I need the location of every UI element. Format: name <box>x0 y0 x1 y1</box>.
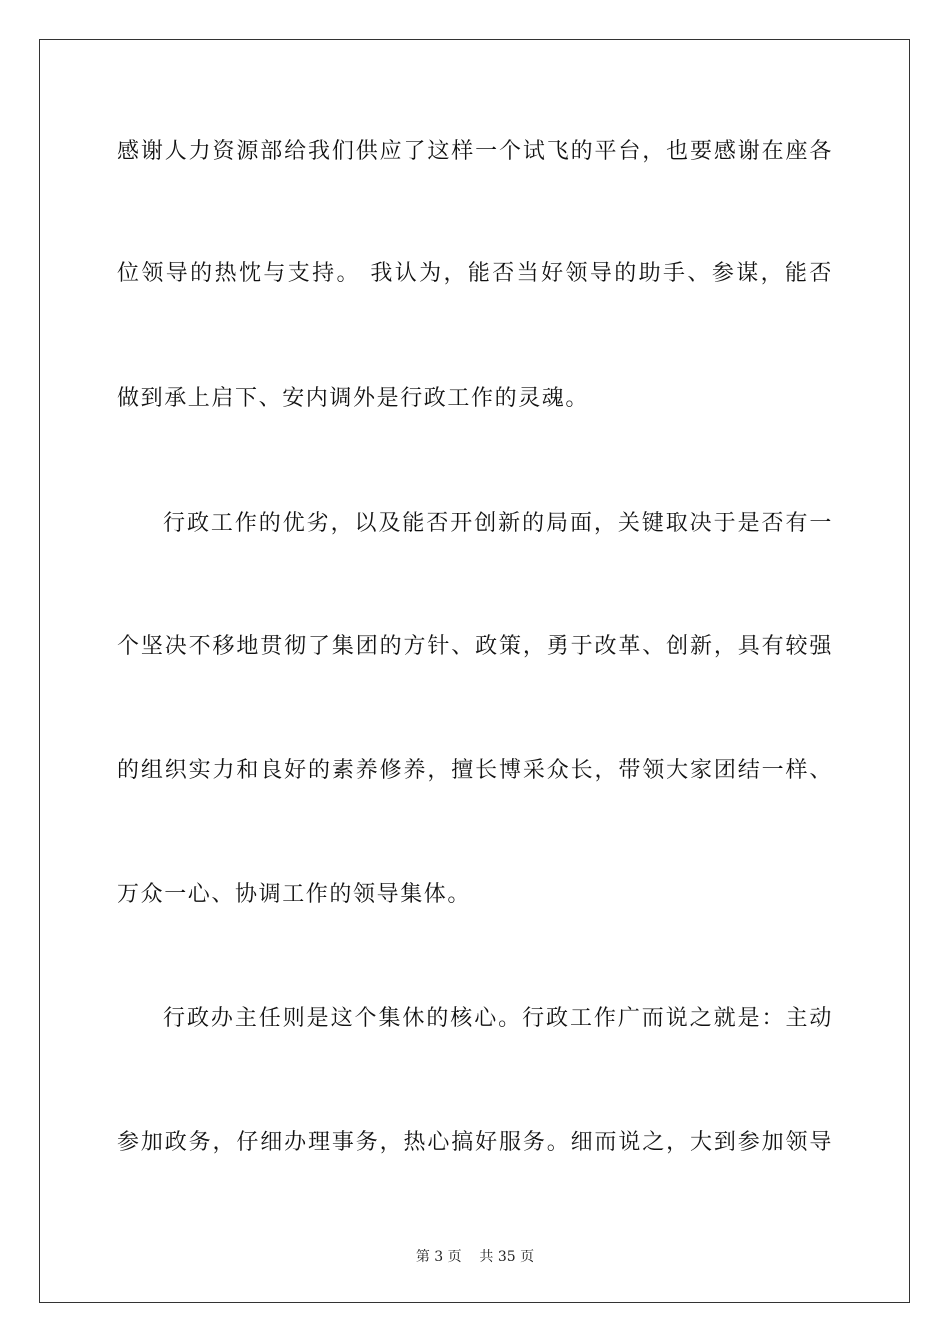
body-text-line: 的组织实力和良好的素养修养，擅长博采众长，带领大家团结一样、 <box>117 758 833 783</box>
body-text-line: 感谢人力资源部给我们供应了这样一个试飞的平台，也要感谢在座各 <box>117 139 833 164</box>
page-number-footer: 第 3 页 共 35 页 <box>415 1249 535 1265</box>
body-text-line: 行政办主任则是这个集休的核心。行政工作广而说之就是：主动 <box>163 1006 833 1031</box>
body-text-line: 做到承上启下、安内调外是行政工作的灵魂。 <box>117 386 590 411</box>
body-text-line: 行政工作的优劣，以及能否开创新的局面，关键取决于是否有一 <box>163 511 833 536</box>
body-text-line: 万众一心、协调工作的领导集体。 <box>117 882 472 907</box>
body-text-line: 个坚决不移地贯彻了集团的方针、政策，勇于改革、创新，具有较强 <box>117 634 833 659</box>
body-text-line: 位领导的热忱与支持。 我认为，能否当好领导的助手、参谋，能否 <box>117 261 833 286</box>
page-border <box>39 39 910 1303</box>
body-text-line: 参加政务，仔细办理事务，热心搞好服务。细而说之，大到参加领导 <box>117 1130 833 1155</box>
